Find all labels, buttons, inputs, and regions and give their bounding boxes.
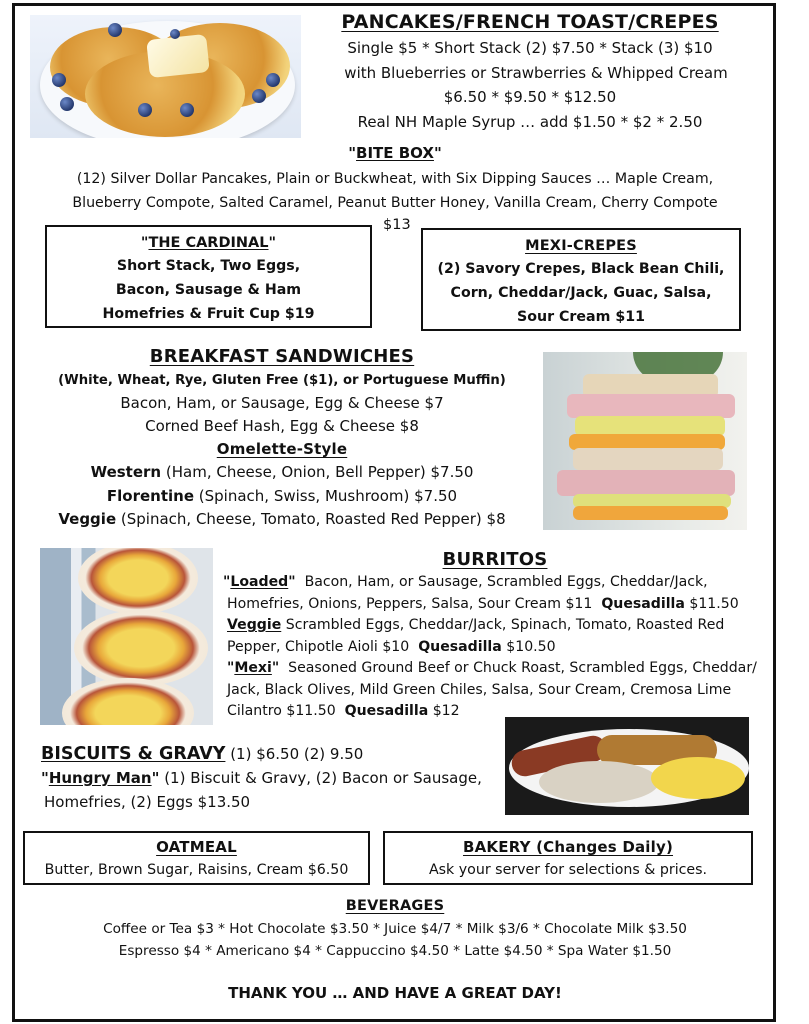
pancakes-prices: Single $5 * Short Stack (2) $7.50 * Stack (3) $10 [347, 39, 713, 57]
bite-box-desc-line-1: (12) Silver Dollar Pancakes, Plain or Buckwheat, with Six Dipping Sauces … Maple Cream, [76, 171, 714, 187]
cheese-shape [573, 506, 728, 520]
burritos-photo [40, 548, 213, 725]
butter-shape [146, 34, 210, 78]
burritos-heading: BURRITOS [442, 549, 548, 570]
beverages-line-2: Espresso $4 * Americano $4 * Cappuccino $4.50 * Latte $4.50 * Spa Water $1.50 [118, 943, 672, 959]
biscuits-gravy-prices: (1) $6.50 (2) 9.50 [225, 745, 364, 763]
quote-mark: " [348, 144, 357, 162]
omelette-name: Western [90, 463, 162, 481]
pancakes-fruit-option: with Blueberries or Strawberries & Whipped Cream [344, 63, 728, 82]
bread-options: (White, Wheat, Rye, Gluten Free ($1), or Portuguese Muffin) [58, 373, 506, 388]
burrito-shape [78, 548, 198, 614]
eggs-shape [651, 757, 745, 799]
burrito-veggie [223, 615, 768, 637]
quote-mark: " [140, 235, 149, 251]
sandwiches-heading: BREAKFAST SANDWICHES [149, 346, 415, 367]
beverages-section [20, 896, 770, 962]
quote-mark: " [433, 144, 442, 162]
omelette-item-florentine [38, 485, 526, 509]
cardinal-line: Bacon, Sausage & Ham [115, 282, 302, 298]
pancakes-fruit-prices: $6.50 * $9.50 * $12.50 [443, 88, 617, 106]
biscuits-gravy-photo [505, 717, 749, 815]
quesadilla-price: $10.50 [501, 638, 556, 655]
bakery-box [383, 831, 753, 885]
biscuits-gravy-section [41, 742, 501, 814]
burrito-mexi-cont: Jack, Black Olives, Mild Green Chiles, Salsa, Sour Cream, Cremosa Lime [227, 681, 732, 698]
blueberry-shape [170, 29, 180, 39]
burrito-name: Mexi [234, 660, 272, 676]
omelette-desc: (Spinach, Swiss, Mushroom) $7.50 [194, 486, 458, 505]
quote-mark: " [151, 769, 160, 787]
burrito-shape [62, 678, 194, 725]
sandwich-item: Corned Beef Hash, Egg & Cheese $8 [145, 417, 419, 435]
bite-box-desc-line-2: Blueberry Compote, Salted Caramel, Peanut Butter Honey, Vanilla Cream, Cherry Compote [72, 195, 718, 211]
omelette-name: Florentine [106, 486, 194, 505]
hungry-man-name: Hungry Man [48, 769, 152, 787]
omelette-item-western [38, 461, 526, 485]
ham-shape [557, 470, 735, 496]
quote-mark: " [227, 660, 235, 676]
beverages-heading: BEVERAGES [345, 898, 445, 914]
maple-syrup-addon: Real NH Maple Syrup … add $1.50 * $2 * 2.50 [357, 112, 703, 131]
mexi-crepes-line: (2) Savory Crepes, Black Bean Chili, [437, 261, 725, 277]
quote-mark: " [271, 660, 280, 676]
quesadilla-label: Quesadilla [344, 703, 429, 719]
quote-mark: " [223, 574, 231, 590]
cardinal-heading [47, 232, 370, 254]
hungry-man-desc: (1) Biscuit & Gravy, (2) Bacon or Sausage, [159, 769, 482, 787]
blueberry-shape [108, 23, 122, 37]
burrito-mexi [223, 658, 768, 680]
burrito-desc: Homefries, Onions, Peppers, Salsa, Sour Cream $11 [227, 595, 602, 612]
quesadilla-price: $11.50 [684, 595, 739, 612]
quote-mark: " [288, 574, 296, 590]
gravy-shape [539, 761, 659, 803]
mexi-crepes-heading: MEXI-CREPES [525, 238, 637, 254]
bread-shape [573, 448, 723, 470]
burritos-section [223, 572, 768, 723]
cardinal-line: Short Stack, Two Eggs, [116, 258, 301, 274]
omelette-style-heading: Omelette-Style [216, 440, 348, 458]
burrito-shape [74, 610, 208, 686]
mexi-crepes-line: Corn, Cheddar/Jack, Guac, Salsa, [450, 285, 712, 301]
quesadilla-price: $12 [428, 703, 460, 719]
burrito-desc: Pepper, Chipotle Aioli $10 [227, 638, 419, 655]
oatmeal-desc: Butter, Brown Sugar, Raisins, Cream $6.50 [44, 862, 349, 878]
thank-you-footer: THANK YOU … AND HAVE A GREAT DAY! [228, 984, 562, 1002]
quesadilla-label: Quesadilla [601, 595, 685, 612]
blueberry-shape [52, 73, 66, 87]
burrito-loaded-cont [223, 594, 768, 616]
bite-box-price: $13 [383, 217, 411, 233]
burrito-name: Loaded [230, 574, 289, 590]
blueberry-shape [266, 73, 280, 87]
beverages-line-1: Coffee or Tea $3 * Hot Chocolate $3.50 * Juice $4/7 * Milk $3/6 * Chocolate Milk $3.50 [103, 921, 687, 937]
blueberry-shape [138, 103, 152, 117]
pancakes-heading: PANCAKES/FRENCH TOAST/CREPES [341, 11, 719, 33]
biscuits-gravy-heading: BISCUITS & GRAVY [41, 744, 226, 764]
quote-mark: " [268, 235, 277, 251]
burrito-desc: Seasoned Ground Beef or Chuck Roast, Scrambled Eggs, Cheddar/ [279, 660, 757, 676]
cardinal-line: Homefries & Fruit Cup $19 [102, 306, 315, 322]
bakery-desc: Ask your server for selections & prices. [428, 862, 708, 878]
breakfast-sandwiches-section [38, 345, 526, 532]
hungry-man-desc-cont: Homefries, (2) Eggs $13.50 [44, 793, 251, 811]
quesadilla-label: Quesadilla [418, 638, 502, 655]
sandwich-item: Bacon, Ham, or Sausage, Egg & Cheese $7 [120, 394, 444, 412]
pancakes-photo [30, 15, 301, 138]
ham-shape [567, 394, 735, 418]
biscuits-gravy-title-line [41, 742, 501, 766]
blueberry-shape [180, 103, 194, 117]
egg-shape [575, 416, 725, 436]
blueberry-shape [60, 97, 74, 111]
bite-box-section [20, 143, 770, 215]
burrito-desc: Scrambled Eggs, Cheddar/Jack, Spinach, Tomato, Roasted Red [281, 617, 725, 633]
omelette-desc: (Ham, Cheese, Onion, Bell Pepper) $7.50 [161, 463, 474, 481]
burrito-veggie-cont [223, 637, 768, 659]
oatmeal-heading: OATMEAL [156, 838, 237, 856]
blueberry-shape [252, 89, 266, 103]
burrito-desc: Bacon, Ham, or Sausage, Scrambled Eggs, Cheddar/Jack, [295, 574, 708, 590]
pancakes-section [305, 10, 755, 134]
bite-box-title: BITE BOX [356, 144, 434, 162]
oatmeal-box [23, 831, 370, 885]
quote-mark: " [41, 769, 49, 787]
hungry-man-item [41, 766, 501, 790]
omelette-desc: (Spinach, Cheese, Tomato, Roasted Red Pepper) $8 [116, 510, 506, 528]
omelette-item-veggie [38, 508, 526, 532]
omelette-name: Veggie [58, 510, 117, 528]
burrito-loaded [223, 572, 768, 594]
mexi-crepes-box [421, 228, 741, 331]
burrito-name: Veggie [227, 617, 282, 633]
cardinal-title: THE CARDINAL [148, 235, 269, 251]
burrito-desc: Cilantro $11.50 [227, 703, 345, 719]
bakery-heading: BAKERY (Changes Daily) [462, 838, 674, 856]
bite-box-heading [20, 143, 770, 163]
mexi-crepes-line: Sour Cream $11 [517, 309, 645, 325]
cardinal-box [45, 225, 372, 328]
sandwich-photo [543, 352, 747, 530]
